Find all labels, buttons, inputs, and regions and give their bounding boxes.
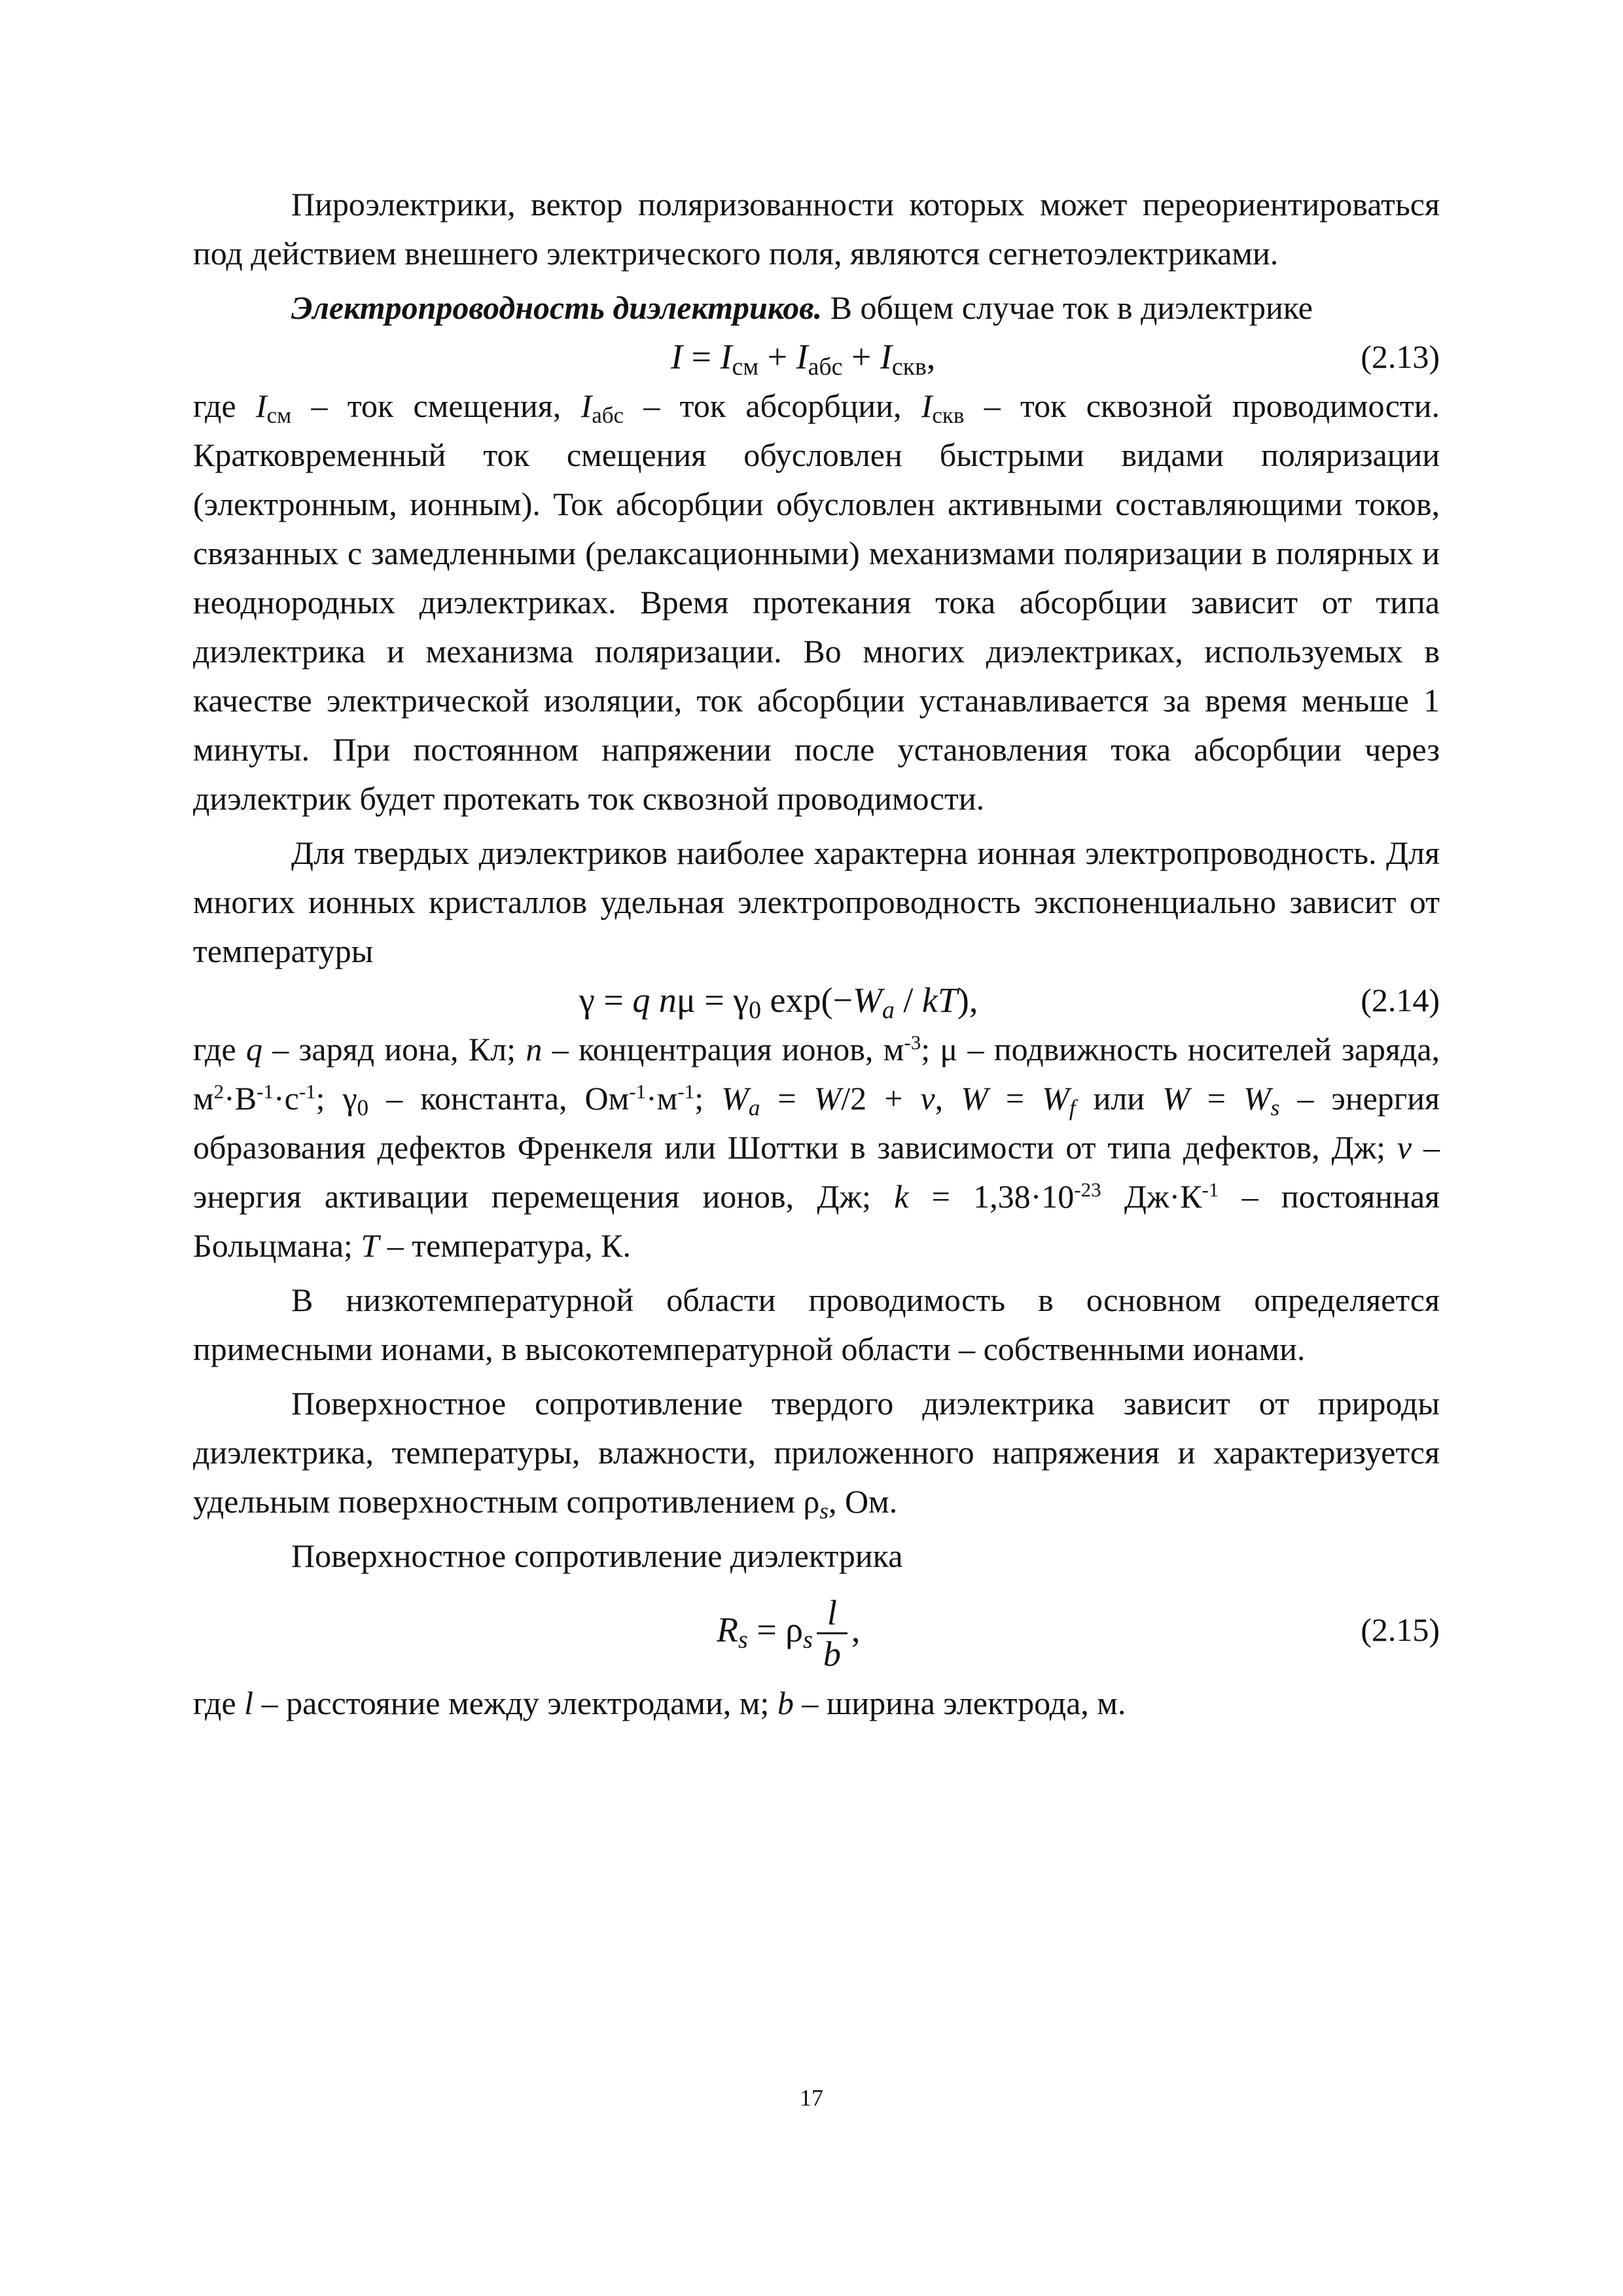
text: – заряд иона, Кл; [262,1031,526,1067]
text: , Ом. [828,1483,898,1520]
symbol: W [1042,1080,1069,1117]
text: В общем случае ток в диэлектрике [822,289,1313,326]
paragraph-surface-resistance-intro [193,1532,1440,1581]
eq-symbol: I [671,337,683,376]
equation-number: (2.15) [1361,1611,1440,1648]
symbol: k [894,1178,909,1215]
symbol: n [526,1031,543,1067]
subscript: скв [932,402,965,428]
superscript: -1 [629,1079,647,1103]
text: В низкотемпературной области проводимость в основном определяется примесными ионами, в высокотемпературной области – собственными ионами. [193,1282,1440,1367]
superscript: -1 [1202,1177,1219,1201]
subscript: абс [592,402,624,428]
text: = [760,1080,814,1117]
eq-symbol: R [717,1610,738,1649]
eq-op: exp(− [761,980,853,1020]
eq-subscript: 0 [749,996,762,1024]
paragraph-surface-resistance [193,1379,1440,1526]
text: – энергия активации перемещения ионов, Дж; [193,1129,1440,1215]
eq-symbol: μ [676,980,696,1020]
eq-op: = [682,337,721,376]
page-content [193,180,1440,1728]
eq-op: , [926,337,936,376]
equation-number: (2.14) [1361,982,1440,1018]
eq-numerator: l [827,1593,837,1633]
paragraph-ionic-conductivity [193,829,1440,976]
symbol: W [1243,1080,1271,1117]
section-heading: Электропроводность диэлектриков. [291,289,823,326]
eq-op: = ρ [747,1610,804,1649]
text: Для твердых диэлектриков наиболее характерна ионная электропроводность. Для многих ионных кристаллов удельная электропроводность экспоненциально зависит от температуры [193,834,1440,969]
eq-symbol: W [852,980,882,1020]
eq-symbol: q [632,980,651,1020]
paragraph-conductivity [193,283,1440,332]
text: – ток абсорбции, [624,387,921,424]
paragraph-pyroelectrics [193,180,1440,278]
symbol: I [255,387,267,424]
paragraph-electrodes [193,1679,1440,1728]
symbol: I [921,387,933,424]
paragraph-temperature-regions [193,1276,1440,1374]
equation-2-14 [193,976,1440,1025]
symbol: l [244,1685,254,1721]
symbol: W [961,1080,988,1117]
subscript: a [748,1094,760,1121]
eq-op: , [851,1610,861,1649]
text: Поверхностное сопротивление твердого диэлектрика зависит от природы диэлектрика, температуры, влажности, приложенного напряжения и характеризуется удельным поверхностным сопротивлением ρ [193,1385,1440,1520]
equation-2-14-formula [579,976,978,1025]
text: ·В [224,1080,257,1117]
text: Пироэлектрики, вектор поляризованности которых может переориентироваться под действием внешнего электрического поля, являются сегнетоэлектриками. [193,186,1440,272]
text: – расстояние между электродами, м; [253,1685,777,1721]
superscript: -1 [257,1079,274,1103]
eq-subscript: s [803,1626,813,1654]
text: = [988,1080,1043,1117]
eq-subscript: s [738,1626,748,1654]
text: ·с [273,1080,299,1117]
superscript: -1 [677,1079,695,1103]
text: – ток смещения, [291,387,581,424]
text: ; [694,1080,722,1117]
equation-number: (2.13) [1361,338,1440,375]
text: , [935,1080,961,1117]
eq-fraction [817,1593,847,1674]
text: где [193,1031,246,1067]
equation-2-15-formula [717,1587,860,1674]
text: или [1075,1080,1163,1117]
subscript: 0 [357,1094,369,1121]
eq-subscript: абс [808,353,843,381]
symbol: W [1162,1080,1190,1117]
text: = [1189,1080,1244,1117]
equation-2-13 [193,332,1440,382]
eq-symbol: I [720,337,732,376]
eq-symbol: kT [921,980,957,1020]
text: ; γ [315,1080,357,1117]
eq-subscript: a [882,996,895,1024]
superscript: -3 [904,1030,921,1054]
eq-op: = [594,980,633,1020]
eq-subscript: см [732,353,759,381]
eq-op: / [894,980,922,1020]
text: – энергия образования дефектов Френкеля или Шоттки в зависимости от типа дефектов, Дж; [193,1080,1440,1166]
symbol: T [361,1227,380,1264]
superscript: 2 [213,1079,224,1103]
eq-op: = [695,980,734,1020]
eq-symbol: I [796,337,808,376]
text: ·м [646,1080,678,1117]
superscript: -23 [1074,1177,1101,1201]
subscript: f [1069,1094,1076,1121]
subscript: s [819,1498,829,1524]
text: – константа, Ом [368,1080,630,1117]
eq-op: + [758,337,796,376]
eq-symbol: γ [579,980,595,1020]
text: /2 + [841,1080,921,1117]
equation-2-15 [193,1581,1440,1679]
text: где [193,1685,245,1721]
eq-denominator: b [817,1632,847,1674]
superscript: -1 [298,1079,316,1103]
paragraph-variables [193,1025,1440,1270]
text: – ширина электрода, м. [793,1685,1126,1721]
text: Поверхностное сопротивление диэлектрика [291,1537,903,1574]
symbol: I [580,387,592,424]
symbol: v [1397,1129,1412,1166]
eq-symbol: γ [733,980,749,1020]
eq-op: + [842,337,880,376]
symbol: q [245,1031,262,1067]
text: где [193,387,256,424]
eq-op: ), [957,980,978,1020]
paragraph-currents [193,382,1440,823]
text: – постоянная Больцмана; [193,1178,1440,1264]
text: – ток сквозной проводимости. Кратковременный ток смещения обусловлен быстрыми видами поляризации (электронным, ионным). Ток абсорбции обусловлен активными составляющими токов, связанных с замедленными (релаксационными) механизмами поляризации в полярных и неоднородных диэлектриках. Время протекания тока абсорбции зависит от типа диэлектрика и механизма поляризации. Во многих диэлектриках, используемых в качестве электрической изоляции, ток абсорбции устанавливается за время меньше 1 минуты. При постоянном напряжении после установления тока абсорбции через диэлектрик будет протекать ток сквозной проводимости. [193,387,1440,817]
text: – температура, К. [379,1227,631,1264]
subscript: см [266,402,292,428]
eq-symbol: n [650,980,677,1020]
symbol: v [920,1080,935,1117]
text: = 1,38·10 [908,1178,1075,1215]
symbol: b [777,1685,794,1721]
eq-symbol: I [880,337,892,376]
page-number: 17 [800,2085,823,2111]
symbol: W [813,1080,842,1117]
text: ; μ – подвижность носителей заряда, м [193,1031,1440,1117]
text: Дж·К [1101,1178,1202,1215]
subscript: s [1270,1094,1280,1121]
equation-2-13-formula [671,332,935,382]
eq-subscript: скв [891,353,927,381]
text: – концентрация ионов, м [542,1031,904,1067]
symbol: W [721,1080,749,1117]
